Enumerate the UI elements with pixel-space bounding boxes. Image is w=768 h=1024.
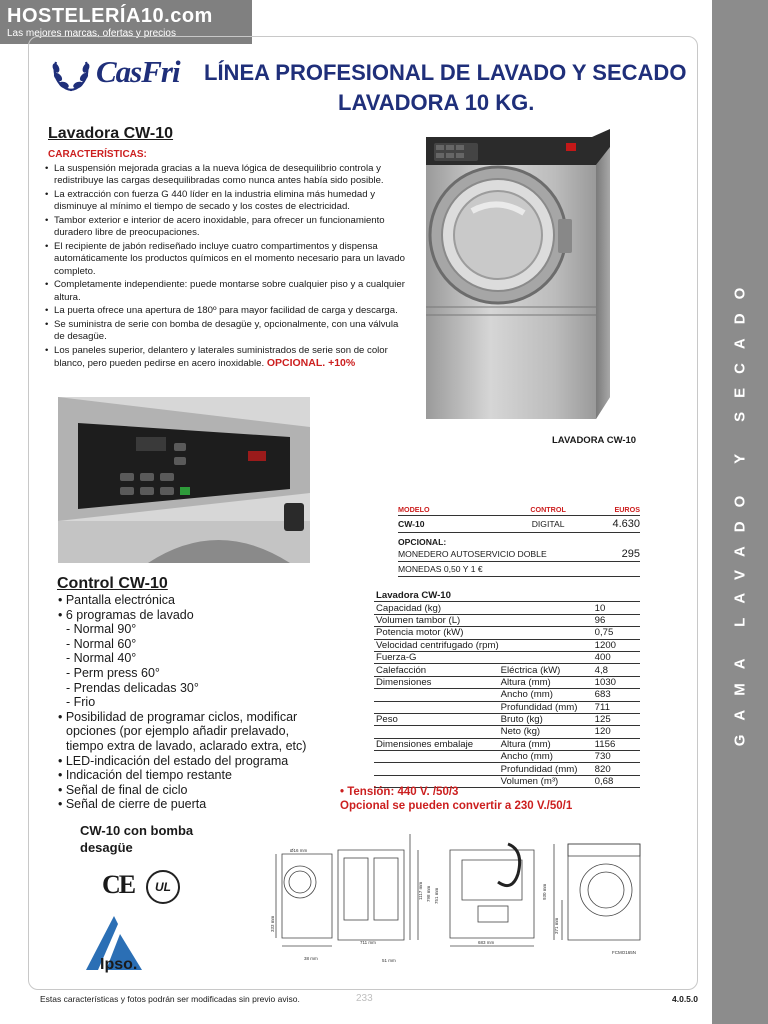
spec-sub — [499, 602, 593, 614]
list-item: • Indicación del tiempo restante — [58, 768, 232, 783]
spec-label — [374, 689, 499, 701]
list-item: - Normal 60° — [66, 636, 137, 651]
dim-label: 798 mm — [426, 885, 431, 902]
ul-mark-text: UL — [155, 880, 171, 894]
table-row — [374, 763, 640, 775]
spec-label: Fuerza-G — [374, 651, 499, 663]
catalog-code: 4.0.5.0 — [672, 994, 698, 1004]
spec-value: 1156 — [593, 738, 640, 750]
list-item: • Posibilidad de programar ciclos, modificar — [58, 709, 298, 724]
price-value: 4.630 — [602, 516, 640, 533]
list-item: • Señal de cierre de puerta — [58, 797, 207, 812]
brand-logo — [50, 52, 192, 94]
table-row — [398, 562, 640, 577]
spec-sub: Profundidad (mm) — [499, 701, 593, 713]
table-row — [398, 547, 640, 562]
spec-sub: Ancho (mm) — [499, 689, 593, 701]
ipso-logo — [84, 912, 174, 974]
spec-sub: Volumen (m³) — [499, 775, 593, 787]
dim-label: 333 mm — [270, 915, 275, 932]
control-title: Control CW-10 — [57, 575, 168, 592]
site-name[interactable]: HOSTELERÍA10.com — [7, 5, 213, 27]
spec-sub: Eléctrica (kW) — [499, 664, 593, 676]
spec-value: 1030 — [593, 676, 640, 688]
ul-mark — [146, 870, 180, 904]
table-row — [374, 738, 640, 750]
dim-label: FCMO165N — [612, 950, 637, 955]
list-item: • Tambor exterior e interior de acero inoxidable, para ofrecer un funcionamiento duradero libre de preocupaciones. — [54, 215, 406, 240]
dim-label: 1117 mm — [418, 881, 423, 900]
list-item: • Se suministra de serie con bomba de desagüe y, opcionalmente, con una válvula de desagüe. — [54, 319, 406, 344]
page-title-line2: LAVADORA 10 KG. — [338, 90, 535, 115]
spec-sub — [499, 651, 593, 663]
page-number: 233 — [356, 993, 373, 1004]
price-control: DIGITAL — [494, 516, 602, 533]
optional-surcharge: OPCIONAL. +10% — [266, 357, 356, 370]
sidebar-label: GAMA LAVADO Y SECADO — [731, 273, 749, 747]
spec-sub: Profundidad (mm) — [499, 763, 593, 775]
spec-sub — [499, 627, 593, 639]
table-row — [374, 627, 640, 639]
spec-sub: Altura (mm) — [499, 738, 593, 750]
list-item: • La puerta ofrece una apertura de 180º para mayor facilidad de carga y descarga. — [54, 305, 406, 317]
list-item: - Frio — [66, 695, 96, 710]
dim-label: Ø16 mm — [290, 848, 308, 853]
features-label: CARACTERÍSTICAS: — [48, 149, 147, 160]
image-caption: LAVADORA CW-10 — [552, 435, 637, 446]
table-row — [374, 713, 640, 725]
site-tagline: Las mejores marcas, ofertas y precios — [7, 28, 176, 39]
spec-label: Dimensiones embalaje — [374, 738, 499, 750]
dim-label: 51 mm — [382, 958, 396, 963]
list-item: • 6 programas de lavado — [58, 607, 194, 622]
table-row — [374, 726, 640, 738]
spec-label: Velocidad centrifugado (rpm) — [376, 639, 499, 651]
table-row — [374, 639, 640, 651]
dim-label: 930 mm — [542, 883, 547, 900]
table-row — [374, 651, 640, 663]
washer-image — [416, 127, 612, 429]
table-row — [398, 504, 640, 516]
spec-table — [374, 590, 640, 788]
spec-value: 730 — [593, 751, 640, 763]
technical-drawings — [272, 830, 682, 970]
dim-label: 751 mm — [434, 887, 439, 904]
list-item: • Señal de final de ciclo — [58, 782, 188, 797]
brand-logo-text: CasFri — [96, 54, 180, 89]
last-feature-text: Los paneles superior, delantero y laterales suministrados de serie son de color blanco, pero pueden pedirse en acero inoxidable. — [54, 345, 388, 370]
optional-item: MONEDERO AUTOSERVICIO DOBLE — [398, 547, 602, 562]
table-row — [374, 676, 640, 688]
spec-value: 10 — [593, 602, 640, 614]
dim-label: 711 mm — [360, 940, 376, 945]
pump-note-line2: desagüe — [80, 840, 133, 855]
spec-label: Calefacción — [374, 664, 499, 676]
pump-note-line1: CW-10 con bomba — [80, 823, 194, 838]
list-item: • Completamente independiente: puede montarse sobre cualquier piso y a cualquier altura. — [54, 279, 406, 304]
spec-value: 0,75 — [593, 627, 640, 639]
ce-mark: CE — [102, 870, 135, 899]
dim-label: 38 mm — [304, 956, 318, 961]
spec-value: 120 — [593, 726, 640, 738]
spec-value: 1200 — [593, 639, 640, 651]
spec-label: Capacidad (kg) — [374, 602, 499, 614]
control-features-list — [58, 593, 306, 812]
list-item: - Normal 40° — [66, 651, 137, 666]
spec-sub — [499, 614, 593, 626]
spec-sub — [499, 639, 593, 651]
list-item: • LED-indicación del estado del programa — [58, 753, 289, 768]
spec-label — [374, 701, 499, 713]
list-item: • La extracción con fuerza G 440 líder en la industria elimina más humedad y disminuye al mínimo el tiempo de secado y los costes de electricidad. — [54, 189, 406, 214]
list-item: • El recipiente de jabón rediseñado incluye cuatro compartimentos y dispensa automáticamente los productos químicos en el momento necesario para un lavado completo. — [54, 241, 406, 278]
spec-label: Peso — [374, 713, 499, 725]
list-item: - Perm press 60° — [66, 665, 160, 680]
dim-label: 683 mm — [478, 940, 495, 945]
footer-disclaimer: Estas características y fotos podrán ser modificadas sin previo aviso. — [40, 994, 300, 1004]
pump-note — [80, 822, 240, 856]
spec-value: 125 — [593, 713, 640, 725]
table-row — [398, 516, 640, 533]
list-item: opciones (por ejemplo añadir prelavado, — [66, 724, 290, 739]
list-item: - Normal 90° — [66, 622, 137, 637]
optional-item2: MONEDAS 0,50 Y 1 € — [398, 562, 640, 577]
spec-value: 4,8 — [593, 664, 640, 676]
ipso-text: Ipso. — [100, 956, 138, 973]
list-item: • Pantalla electrónica — [58, 593, 175, 607]
table-row — [374, 614, 640, 626]
table-row — [374, 664, 640, 676]
table-row — [398, 533, 640, 548]
voltage-note — [340, 785, 572, 813]
table-row — [374, 590, 640, 602]
dim-label: 371 mm — [554, 917, 559, 934]
price-header-control: CONTROL — [494, 504, 602, 516]
spec-value: 683 — [593, 689, 640, 701]
price-table — [398, 504, 640, 577]
price-header-euros: EUROS — [602, 504, 640, 516]
category-sidebar — [712, 0, 768, 1024]
price-header-model: MODELO — [398, 504, 494, 516]
table-row — [374, 602, 640, 614]
list-item — [54, 345, 406, 371]
spec-value: 0,68 — [593, 775, 640, 787]
list-item: • La suspensión mejorada gracias a la nueva lógica de desequilibrio controla y redistribuye las cargas desequilibradas como nunca antes había sido posible. — [54, 163, 406, 188]
page-title-line1: LÍNEA PROFESIONAL DE LAVADO Y SECADO — [204, 60, 687, 85]
spec-value: 96 — [593, 614, 640, 626]
control-panel-image — [58, 397, 310, 563]
product-name: Lavadora CW-10 — [48, 125, 174, 142]
price-model: CW-10 — [398, 516, 494, 533]
spec-value: 820 — [593, 763, 640, 775]
spec-sub: Altura (mm) — [499, 676, 593, 688]
table-row — [374, 751, 640, 763]
spec-title: Lavadora CW-10 — [374, 590, 640, 602]
spec-label: Dimensiones — [374, 676, 499, 688]
table-row — [374, 701, 640, 713]
table-row — [374, 689, 640, 701]
voltage-line1: • Tensión: 440 V. /50/3 — [340, 786, 459, 798]
spec-sub: Neto (kg) — [499, 726, 593, 738]
spec-label: Potencia motor (kW) — [374, 627, 499, 639]
spec-label — [374, 726, 499, 738]
spec-sub: Ancho (mm) — [499, 751, 593, 763]
spec-value: 400 — [593, 651, 640, 663]
spec-label — [374, 763, 499, 775]
spec-label: Volumen tambor (L) — [374, 614, 499, 626]
spec-label — [374, 751, 499, 763]
optional-label: OPCIONAL: — [398, 536, 447, 547]
list-item: - Prendas delicadas 30° — [66, 680, 199, 695]
optional-price: 295 — [602, 547, 640, 562]
spec-sub: Bruto (kg) — [499, 713, 593, 725]
list-item: tiempo extra de lavado, aclarado extra, etc) — [66, 738, 307, 753]
voltage-line2: Opcional se pueden convertir a 230 V./50/1 — [340, 800, 573, 812]
features-list — [44, 163, 406, 372]
spec-value: 711 — [593, 701, 640, 713]
